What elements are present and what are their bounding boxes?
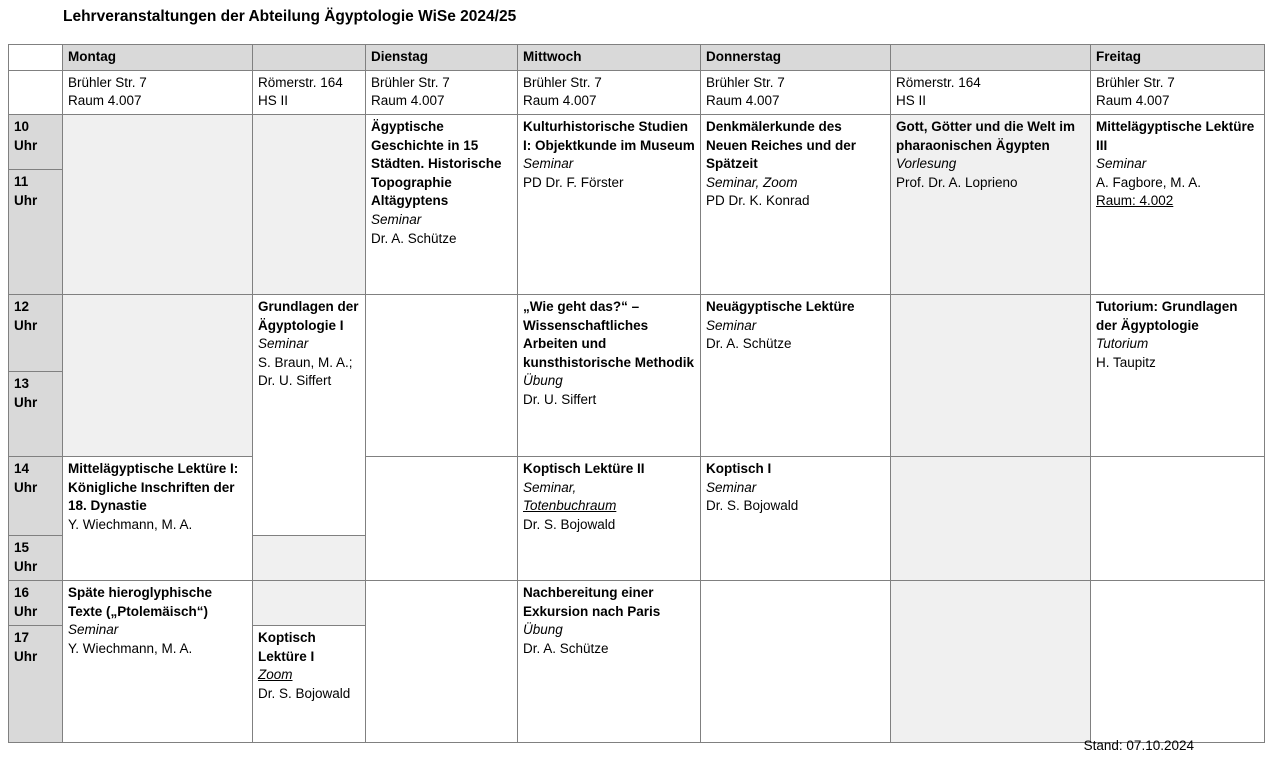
event-person: Dr. U. Siffert — [523, 392, 597, 407]
time-label-14 — [9, 456, 63, 535]
event-title: Grundlagen der Ägyptologie I — [258, 298, 359, 333]
room-street: Römerstr. 164 — [258, 74, 343, 90]
room-street: Brühler Str. 7 — [523, 74, 602, 90]
table-row-rooms — [9, 70, 1265, 114]
footer-date: Stand: 07.10.2024 — [1083, 738, 1194, 753]
room-number: HS II — [258, 93, 289, 109]
room-header-6 — [891, 70, 1091, 114]
cell-freitag-10[interactable] — [1091, 114, 1265, 294]
day-header-dienstag: Dienstag — [366, 45, 518, 71]
cell-mittwoch-16[interactable] — [518, 580, 701, 742]
time-hour: 12 — [14, 298, 30, 314]
cell-donnerstag-14[interactable] — [701, 456, 891, 580]
cell-freitag-14 — [1091, 456, 1265, 580]
room-street: Brühler Str. 7 — [68, 74, 147, 90]
event-person: A. Fagbore, M. A. — [1096, 174, 1202, 190]
cell-montag-roemer-10 — [253, 114, 366, 294]
cell-donnerstag-10[interactable] — [701, 114, 891, 294]
time-hour: 17 — [14, 629, 30, 645]
time-unit: Uhr — [14, 137, 38, 153]
time-label-12 — [9, 294, 63, 371]
cell-donnerstag-roemer-10[interactable] — [891, 114, 1091, 294]
time-unit: Uhr — [14, 603, 38, 619]
event-kind: Seminar — [371, 212, 422, 227]
event-title: Kulturhistorische Studien I: Objektkunde im Museum — [523, 118, 695, 153]
event-kind: Seminar, — [523, 479, 577, 495]
event-kind: Seminar — [706, 317, 757, 333]
cell-montag-roemer-15 — [253, 535, 366, 580]
cell-mittwoch-14[interactable] — [518, 456, 701, 580]
cell-donnerstag-12[interactable] — [701, 294, 891, 456]
room-street: Brühler Str. 7 — [371, 74, 450, 90]
room-street: Brühler Str. 7 — [706, 74, 785, 90]
event-fr-10[interactable] — [1096, 118, 1259, 211]
event-person: H. Taupitz — [1096, 354, 1156, 370]
event-title: „Wie geht das?“ – Wissenschaftliches Arbeiten und kunsthistorische Methodik — [523, 298, 695, 370]
time-hour: 10 — [14, 118, 30, 134]
event-mo-14[interactable] — [68, 460, 247, 535]
day-header-freitag: Freitag — [1091, 45, 1265, 71]
time-unit: Uhr — [14, 648, 38, 664]
time-hour: 13 — [14, 375, 30, 391]
event-kind: Übung — [523, 622, 563, 638]
event-note: Zoom — [258, 667, 293, 683]
event-kind: Seminar — [68, 622, 119, 638]
table-row-12 — [9, 294, 1265, 371]
event-mi-12[interactable] — [523, 298, 695, 410]
event-title: Koptisch I — [706, 460, 772, 476]
time-label-16 — [9, 580, 63, 625]
event-person: Prof. Dr. A. Loprieno — [896, 174, 1018, 190]
time-label-15 — [9, 535, 63, 580]
cell-mittwoch-12[interactable] — [518, 294, 701, 456]
table-row-16 — [9, 580, 1265, 625]
room-number: Raum 4.007 — [1096, 93, 1170, 109]
cell-donnerstag-roemer-16 — [891, 580, 1091, 742]
time-hour: 16 — [14, 584, 30, 600]
room-number: Raum 4.007 — [706, 93, 780, 109]
event-person: Dr. S. Bojowald — [523, 516, 616, 532]
event-kind: Seminar — [523, 156, 574, 172]
day-header-montag-roemerstr — [253, 45, 366, 71]
event-do-12[interactable] — [706, 298, 885, 354]
event-di-10[interactable] — [371, 118, 512, 248]
room-street: Römerstr. 164 — [896, 74, 981, 90]
time-label-17 — [9, 625, 63, 742]
cell-dienstag-12 — [366, 294, 518, 456]
event-note: Totenbuchraum — [523, 498, 617, 514]
time-unit: Uhr — [14, 558, 38, 574]
page-title: Lehrveranstaltungen der Abteilung Ägyptologie WiSe 2024/25 — [63, 8, 517, 25]
event-title: Koptisch Lektüre I — [258, 629, 316, 664]
corner-cell — [9, 45, 63, 71]
time-unit: Uhr — [14, 394, 38, 410]
event-mi-14[interactable] — [523, 460, 695, 535]
event-person: Dr. A. Schütze — [523, 640, 609, 656]
cell-freitag-12[interactable] — [1091, 294, 1265, 456]
time-label-10 — [9, 114, 63, 169]
room-header-1 — [63, 70, 253, 114]
time-hour: 15 — [14, 539, 30, 555]
event-person: Y. Wiechmann, M. A. — [68, 640, 193, 656]
event-title: Gott, Götter und die Welt im pharaonischen Ägypten — [896, 118, 1075, 153]
cell-mittwoch-10[interactable] — [518, 114, 701, 294]
time-hour: 14 — [14, 460, 30, 476]
cell-dienstag-14 — [366, 456, 518, 580]
room-number: Raum 4.007 — [371, 93, 445, 109]
event-person: S. Braun, M. A.; Dr. U. Siffert — [258, 354, 353, 389]
cell-dienstag-10[interactable] — [366, 114, 518, 294]
table-row-10 — [9, 114, 1265, 169]
event-mi-16[interactable] — [523, 584, 695, 659]
event-kind: Tutorium — [1096, 336, 1149, 352]
table-row-days — [9, 45, 1265, 71]
event-kind: Seminar — [1096, 156, 1147, 172]
cell-montag-roemer-16 — [253, 580, 366, 625]
room-number: Raum 4.007 — [523, 93, 597, 109]
event-do-14[interactable] — [706, 460, 885, 516]
time-unit: Uhr — [14, 317, 38, 333]
cell-donnerstag-roemer-12 — [891, 294, 1091, 456]
room-street: Brühler Str. 7 — [1096, 74, 1175, 90]
cell-montag-12 — [63, 294, 253, 456]
cell-montag-16[interactable] — [63, 580, 253, 742]
event-title: Späte hieroglyphische Texte („Ptolemäisch“) — [68, 584, 213, 619]
room-number: Raum 4.007 — [68, 93, 142, 109]
event-kind: Vorlesung — [896, 156, 957, 172]
event-roe-12[interactable] — [258, 298, 360, 391]
event-title: Tutorium: Grundlagen der Ägyptologie — [1096, 298, 1238, 333]
event-hs-10[interactable] — [896, 118, 1085, 193]
day-header-mittwoch: Mittwoch — [518, 45, 701, 71]
corner-cell-2 — [9, 70, 63, 114]
event-mi-10[interactable] — [523, 118, 695, 193]
cell-freitag-16 — [1091, 580, 1265, 742]
event-do-10[interactable] — [706, 118, 885, 211]
room-header-3 — [366, 70, 518, 114]
event-fr-12[interactable] — [1096, 298, 1259, 373]
cell-dienstag-16 — [366, 580, 518, 742]
cell-montag-14[interactable] — [63, 456, 253, 580]
time-label-13 — [9, 371, 63, 456]
event-kind: Seminar, Zoom — [706, 174, 798, 190]
timetable — [8, 44, 1265, 743]
room-header-4 — [518, 70, 701, 114]
event-title: Denkmälerkunde des Neuen Reiches und der Spätzeit — [706, 118, 857, 172]
room-header-2 — [253, 70, 366, 114]
room-number: HS II — [896, 93, 927, 109]
time-unit: Uhr — [14, 479, 38, 495]
event-title: Mittelägyptische Lektüre I: Königliche Inschriften der 18. Dynastie — [68, 460, 239, 514]
event-roe-17[interactable] — [258, 629, 360, 704]
event-person: PD Dr. K. Konrad — [706, 193, 810, 209]
event-kind: Seminar — [258, 336, 309, 352]
event-title: Neuägyptische Lektüre — [706, 298, 855, 314]
event-kind: Seminar — [706, 479, 757, 495]
event-title: Ägyptische Geschichte in 15 Städten. Historische Topographie Altägyptens — [371, 118, 502, 209]
day-header-donnerstag-roemerstr — [891, 45, 1091, 71]
cell-montag-roemer-17[interactable] — [253, 625, 366, 742]
room-header-5 — [701, 70, 891, 114]
event-person: Dr. S. Bojowald — [258, 685, 351, 701]
room-header-7 — [1091, 70, 1265, 114]
event-note: Raum: 4.002 — [1096, 193, 1174, 209]
event-mo-16[interactable] — [68, 584, 247, 659]
event-title: Nachbereitung einer Exkursion nach Paris — [523, 584, 661, 619]
cell-montag-roemer-12[interactable] — [253, 294, 366, 535]
event-person: Dr. A. Schütze — [371, 230, 457, 246]
day-header-donnerstag: Donnerstag — [701, 45, 891, 71]
event-person: Dr. S. Bojowald — [706, 498, 799, 514]
event-person: Y. Wiechmann, M. A. — [68, 516, 193, 532]
day-header-montag: Montag — [63, 45, 253, 71]
time-hour: 11 — [14, 173, 29, 189]
event-kind: Übung — [523, 373, 563, 389]
event-title: Mittelägyptische Lektüre III — [1096, 118, 1255, 153]
time-label-11 — [9, 169, 63, 294]
table-row-14 — [9, 456, 1265, 535]
time-unit: Uhr — [14, 192, 38, 208]
event-person: PD Dr. F. Förster — [523, 174, 624, 190]
event-title: Koptisch Lektüre II — [523, 460, 645, 476]
event-person: Dr. A. Schütze — [706, 336, 792, 352]
cell-montag-10 — [63, 114, 253, 294]
cell-donnerstag-16 — [701, 580, 891, 742]
cell-donnerstag-roemer-14 — [891, 456, 1091, 580]
